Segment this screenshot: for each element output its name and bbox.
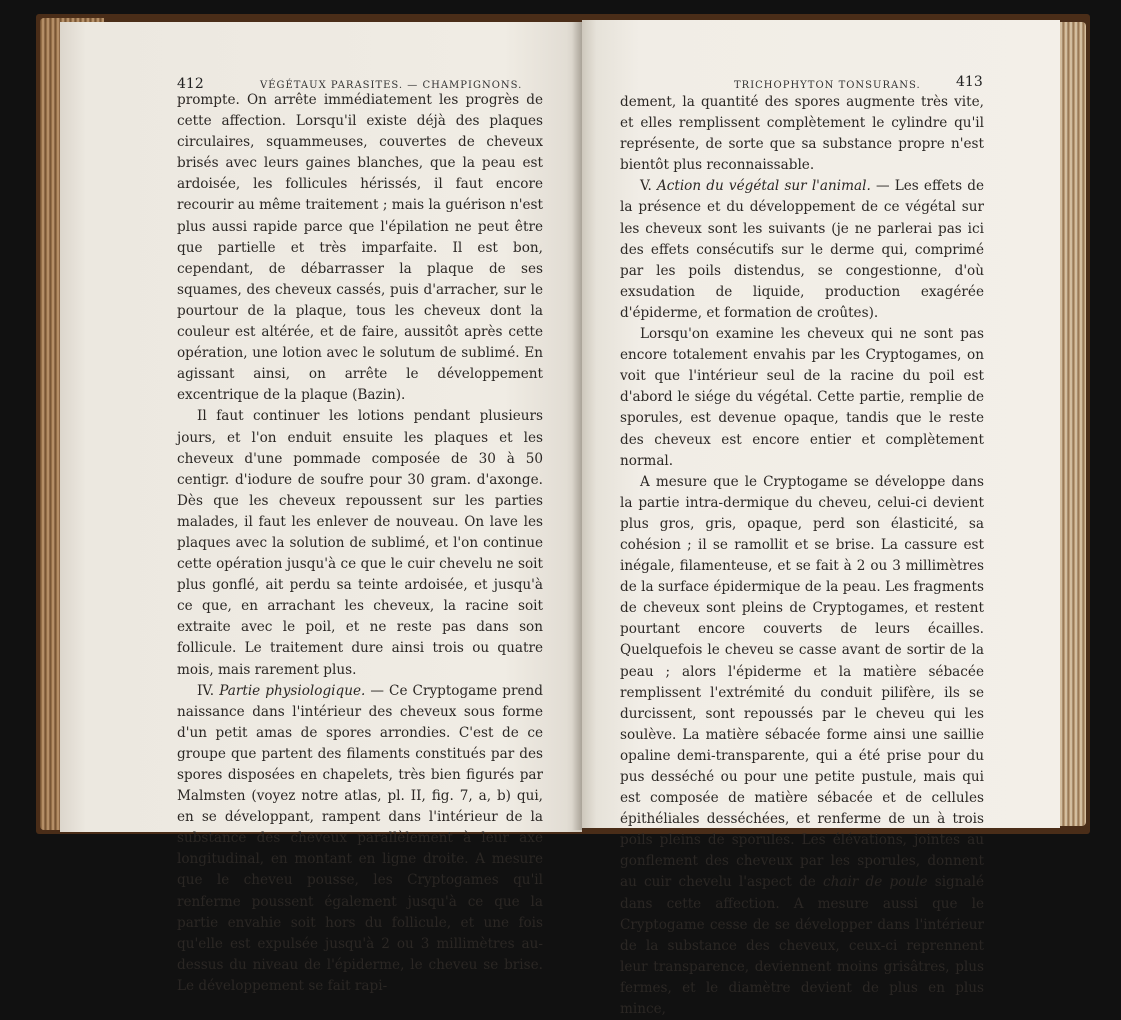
left-body-text bbox=[177, 90, 543, 997]
paragraph-3-start: A mesure que le Cryptogame se développe dans la partie intra-dermique du cheveu, celui-ci devient plus gros, gris, opaque, perd son élasticité, sa cohésion ; il se ramollit et se brise. La cassure est inégale, filamenteuse, et se fait à 2 ou 3 millimètres de la surface épidermique de la peau. Les fragments de cheveux sont pleins de Cryptogames, et restent pourtant encore couverts de leurs écailles. Quelquefois le cheveu se casse avant de sortir de la peau ; alors l'épiderme et la matière sébacée remplissent l'extrémité du conduit pilifère, ils se durcissent, sont repoussés par le cheveu qui les soulève. La matière sébacée forme ainsi une saillie opaline demi-transparente, qui a été prise pour du pus desséché ou pour une petite pustule, mais qui est composée de matière sébacée et de cellules épithéliales desséchées, et renferme de un à trois poils pleins de sporules. Les élévations, jointes au gonflement des cheveux par les sporules, donnent au cuir chevelu l'aspect de bbox=[620, 473, 984, 891]
page-edges-right bbox=[1058, 22, 1086, 826]
chair-de-poule-phrase: chair de poule bbox=[823, 874, 928, 891]
right-body-text bbox=[620, 92, 984, 1020]
left-page bbox=[60, 22, 582, 994]
section-5-text: — Les effets de la présence et du développement de ce végétal sur les cheveux sont les suivants (je ne parlerai pas ici des effets consécutifs sur le derme qui, comprimé par les poils distendus, se congestionne, d'où exsudation de liquide, production exagérée d'épiderme, et formation de croûtes). bbox=[620, 178, 985, 321]
left-running-head: VÉGÉTAUX PARASITES. — CHAMPIGNONS. bbox=[260, 80, 523, 91]
left-page-number: 412 bbox=[177, 76, 204, 92]
section-5-title: Action du végétal sur l'animal. bbox=[656, 178, 871, 195]
right-section-5 bbox=[620, 176, 984, 324]
left-section-4 bbox=[177, 681, 543, 997]
left-paragraph-1: prompte. On arrête immédiatement les progrès de cette affection. Lorsqu'il existe déjà des plaques circulaires, squammeuses, couvertes de cheveux brisés avec leurs gaines blanches, que la peau est ardoisée, les follicules hérissés, il faut encore recourir au même traitement ; mais la guérison n'est plus aussi rapide parce que l'épilation ne peut être que partielle et très imparfaite. Il est bon, cependant, de débarrasser la plaque de ses squames, des cheveux cassés, puis d'arracher, sur le pourtour de la plaque, tous les cheveux dont la couleur est altérée, et de faire, aussitôt après cette opération, une lotion avec le solutum de sublimé. En agissant ainsi, on arrête le développement excentrique de la plaque (Bazin). bbox=[177, 92, 543, 404]
right-page bbox=[582, 20, 1060, 1018]
section-4-title: Partie physiologique. bbox=[219, 682, 366, 699]
section-4-number: IV. bbox=[197, 682, 215, 699]
left-paragraph-2: Il faut continuer les lotions pendant plusieurs jours, et l'on enduit ensuite les plaques et les cheveux d'une pommade composée de 30 à 50 centigr. d'iodure de soufre pour 30 gram. d'axonge. Dès que les cheveux repoussent sur les parties malades, il faut les enlever de nouveau. On lave les plaques avec la solution de sublimé, et l'on continue cette opération jusqu'à ce que le cuir chevelu ne soit plus gonflé, ait perdu sa teinte ardoisée, et jusqu'à ce que, en arrachant les cheveux, la racine soit extraite avec le poil, et ne reste pas dans son follicule. Le traitement dure ainsi trois ou quatre mois, mais rarement plus. bbox=[177, 408, 543, 678]
section-4-text: — Ce Cryptogame prend naissance dans l'intérieur des cheveux sous forme d'un petit amas de spores arrondies. C'est de ce groupe que partent des filaments constitués par des spores disposées en chapelets, très bien figurés par Malmsten (voyez notre atlas, pl. II, fig. 7, a, b) qui, en se développant, rampent dans l'intérieur de la substance des cheveux parallèlement à leur axe longitudinal, en montant en ligne droite. A mesure que le cheveu pousse, les Cryptogames qu'il renferme poussent également jusqu'à ce que la partie envahie soit hors du follicule, et une fois qu'elle est expulsée jusqu'à 2 ou 3 millimètres au-dessus du niveau de l'épiderme, le cheveu se brise. Le développement se fait rapi- bbox=[177, 682, 543, 994]
right-paragraph-3 bbox=[620, 472, 984, 1020]
right-continuation: dement, la quantité des spores augmente très vite, et elles remplissent complètement le cylindre qu'il représente, de sorte que sa substance propre n'est bientôt plus reconnaissable. bbox=[620, 94, 984, 174]
section-5-number: V. bbox=[640, 178, 652, 195]
right-page-number: 413 bbox=[956, 74, 983, 90]
right-paragraph-2: Lorsqu'on examine les cheveux qui ne sont pas encore totalement envahis par les Cryptogames, on voit que l'intérieur seul de la racine du poil est d'abord le siége du végétal. Cette partie, remplie de sporules, est devenue opaque, tandis que le reste des cheveux est encore entier et complètement normal. bbox=[620, 326, 984, 469]
right-running-head: TRICHOPHYTON TONSURANS. bbox=[734, 80, 921, 91]
paragraph-3-end: signalé dans cette affection. A mesure aussi que le Cryptogame cesse de se développer dans l'intérieur de la substance des cheveux, ceux-ci reprennent leur transparence, deviennent moins grisâtres, plus fermes, et le diamètre devient de plus en plus mince, bbox=[620, 874, 985, 1018]
